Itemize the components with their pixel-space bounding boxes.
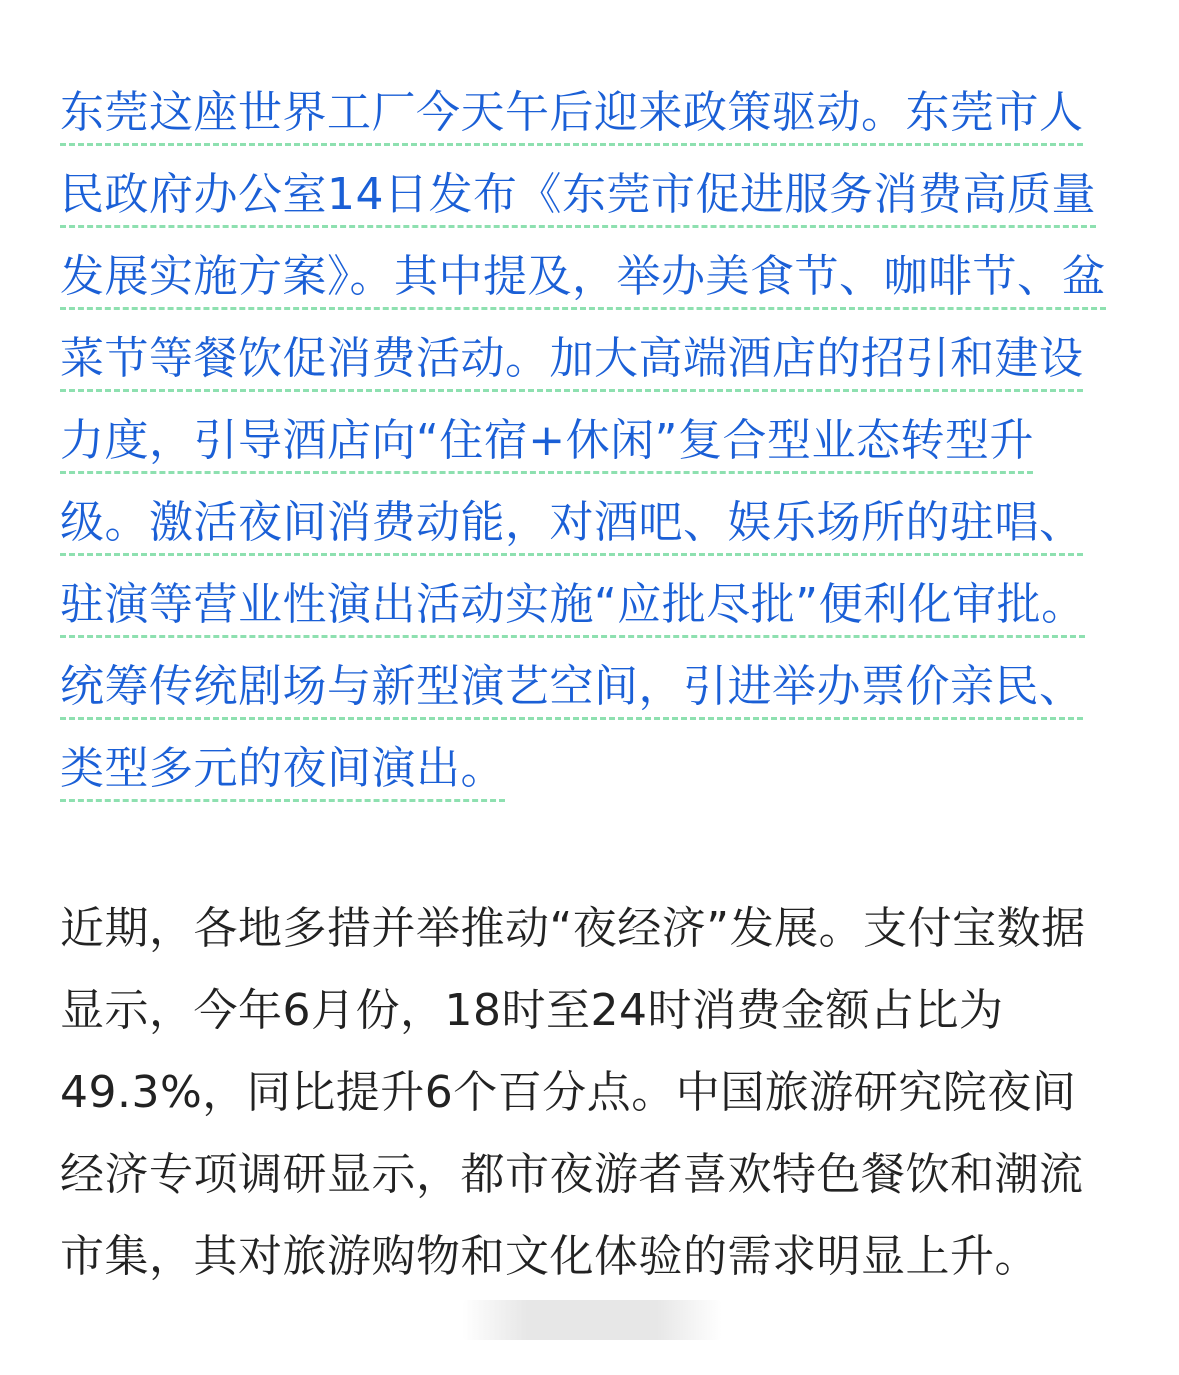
body-paragraph: 近期，各地多措并举推动“夜经济”发展。支付宝数据显示，今年6月份，18时至24时消费金额占比为49.3%，同比提升6个百分点。中国旅游研究院夜间经济专项调研显示，都市夜游者喜欢特色餐饮和潮流市集，其对旅游购物和文化体验的需求明显上升。 [60, 903, 1086, 1282]
highlighted-text[interactable]: 东莞这座世界工厂今天午后迎来政策驱动。东莞市人民政府办公室14日发布《东莞市促进服务消费高质量发展实施方案》。其中提及，举办美食节、咖啡节、盆菜节等餐饮促消费活动。加大高端酒店的招引和建设力度，引导酒店向“住宿+休闲”复合型业态转型升级。激活夜间消费动能，对酒吧、娱乐场所的驻唱、驻演等营业性演出活动实施“应批尽批”便利化审批。统筹传统剧场与新型演艺空间，引进举办票价亲民、类型多元的夜间演出。 [60, 87, 1106, 794]
article-body [60, 72, 1120, 1298]
watermark-overlay [462, 1300, 722, 1340]
highlighted-paragraph [60, 72, 1120, 810]
